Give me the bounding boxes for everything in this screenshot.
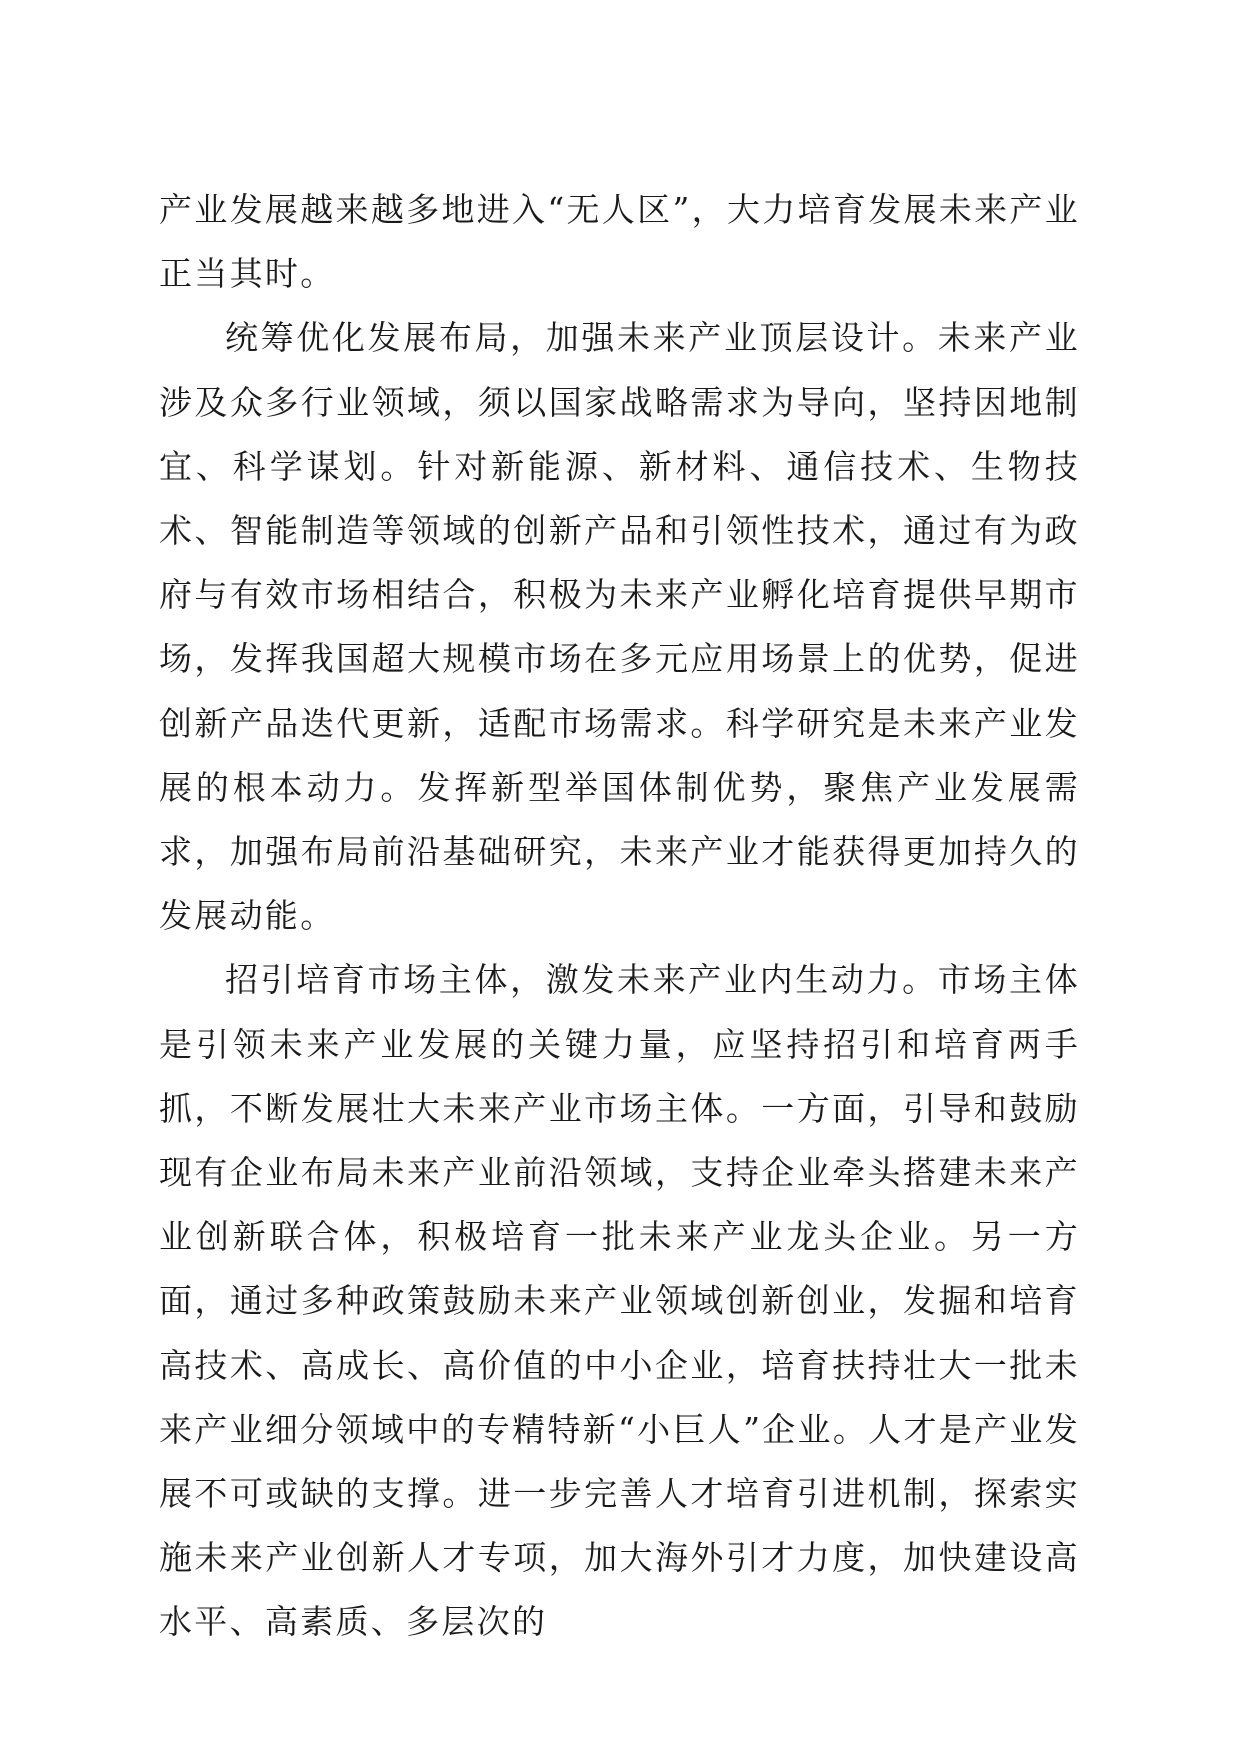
document-body (159, 178, 1080, 1655)
paragraph-continuation: 产业发展越来越多地进入“无人区”，大力培育发展未来产业正当其时。 (159, 190, 1080, 294)
paragraph-market-entities: 招引培育市场主体，激发未来产业内生动力。市场主体是引领未来产业发展的关键力量，应坚持招引和培育两手抓，不断发展壮大未来产业市场主体。一方面，引导和鼓励现有企业布局未来产业前沿领域，支持企业牵头搭建未来产业创新联合体，积极培育一批未来产业龙头企业。另一方面，通过多种政策鼓励未来产业领域创新创业，发掘和培育高技术、高成长、高价值的中小企业，培育扶持壮大一批未来产业细分领域中的专精特新“小巨人”企业。人才是产业发展不可或缺的支撑。进一步完善人才培育引进机制，探索实施未来产业创新人才专项，加大海外引才力度，加快建设高水平、高素质、多层次的 (159, 960, 1080, 1642)
paragraph-layout-planning: 统筹优化发展布局，加强未来产业顶层设计。未来产业涉及众多行业领域，须以国家战略需求为导向，坚持因地制宜、科学谋划。针对新能源、新材料、通信技术、生物技术、智能制造等领域的创新产品和引领性技术，通过有为政府与有效市场相结合，积极为未来产业孵化培育提供早期市场，发挥我国超大规模市场在多元应用场景上的优势，促进创新产品迭代更新，适配市场需求。科学研究是未来产业发展的根本动力。发挥新型举国体制优势，聚焦产业发展需求，加强布局前沿基础研究，未来产业才能获得更加持久的发展动能。 (159, 318, 1080, 936)
